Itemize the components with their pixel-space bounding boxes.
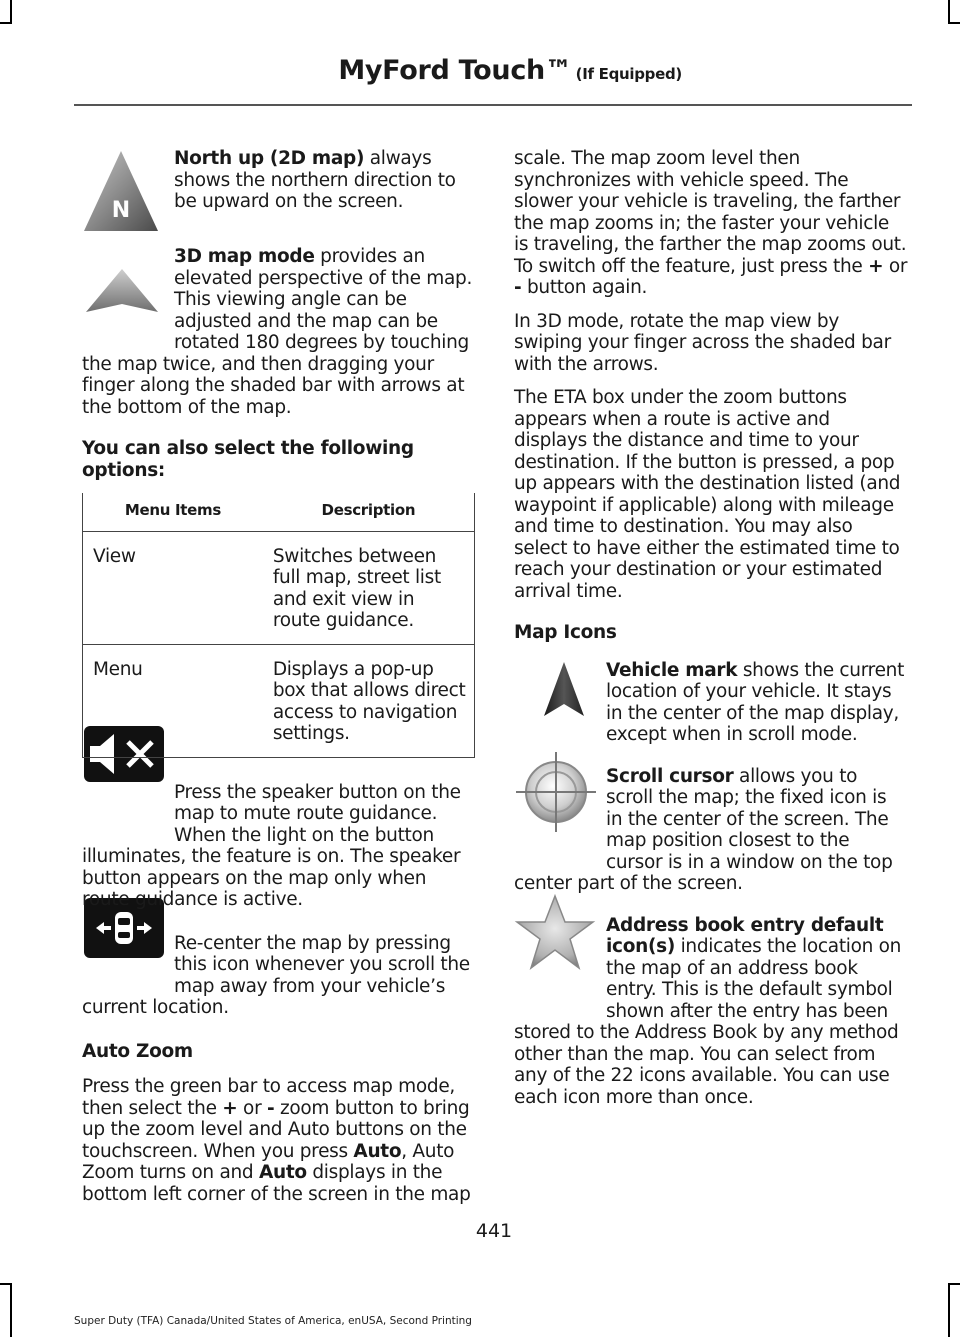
zoom-text: scale. The map zoom level then synchronizes with vehicle speed. The slower your vehicle is traveling, the farther the map zooms in; the faster your vehicle is traveling, the farther the map zooms out. To switch off the feature, just press the [514,148,907,277]
table-cell-description: Switches between full map, street list and exit view in route guidance. [263,531,475,644]
address-book-text: indicates the location on the map of an address book entry. This is the default symbol shown after the entry has been stored to the Address Book by any method other than the map. You can select from any of the 22 icons available. You can use each icon more than once. [514,936,902,1108]
plus-symbol: + [222,1097,238,1119]
3d-map-term: 3D map mode [174,246,315,267]
footer-text: Super Duty (TFA) Canada/United States of America, enUSA, Second Printing [74,1315,472,1327]
auto-zoom-text: Press the green bar to access map mode, then select the [82,1076,455,1119]
right-column [514,148,908,1118]
eta-paragraph: The ETA box under the zoom buttons appears when a route is active and displays the distance and time to your destination. If the button is pressed, a pop up appears with the destination listed (and waypoint if applicable) along with mileage and time to destination. You may also select to have either the estimated time to reach your destination or your estimated arrival time. [514,387,901,602]
3d-map-text: provides an elevated perspective of the map. This viewing angle can be adjusted and the map can be rotated 180 degrees by touching the map twice, and then dragging your finger along the shaded bar with arrows at the bottom of the map. [82,246,473,418]
header-rule [74,104,912,106]
crop-mark [10,1283,12,1337]
header-title-suffix: (If Equipped) [575,65,682,83]
page-number: 441 [475,1220,513,1242]
crop-mark [948,1283,950,1337]
table-cell-description: Displays a pop-up box that allows direct access to navigation settings. [263,644,475,757]
crop-mark [0,1283,12,1285]
north-letter: N [111,198,131,223]
address-book-term: Address book entry default icon(s) [606,914,884,957]
menu-items-table [82,493,475,758]
crop-mark [948,0,950,24]
minus-symbol: - [266,1097,275,1119]
north-up-term: North up (2D map) [174,148,365,169]
left-column [82,148,475,1215]
auto-zoom-paragraph [82,1076,475,1205]
north-up-paragraph [174,148,475,213]
minus-symbol: - [514,277,522,298]
crop-mark [10,0,12,24]
plus-symbol: + [868,255,884,277]
auto-term: Auto [353,1140,402,1162]
table-header-menu-items: Menu Items [83,493,263,531]
header-title-text: MyFord Touch™ [338,55,572,86]
auto-zoom-text: , Auto Zoom turns on and [82,1140,455,1183]
auto-zoom-continued-paragraph [514,148,908,299]
auto-zoom-text: zoom button to bring up the zoom level and Auto buttons on the touchscreen. When you press [82,1097,470,1162]
table-row [83,644,475,757]
crop-mark [948,22,960,24]
recenter-paragraph: Re-center the map by pressing this icon whenever you scroll the map away from your vehicle’s current location. [82,932,470,1018]
vehicle-mark-term: Vehicle mark [606,659,738,681]
auto-term: Auto [258,1162,307,1183]
vehicle-mark-text: shows the current location of your vehicle. It stays in the center of the map display, except when in scroll mode. [606,659,905,745]
zoom-text: or [883,255,908,277]
zoom-text: button again. [521,277,648,298]
options-heading: You can also select the following options: [82,438,414,481]
map-icons-heading: Map Icons [514,622,617,643]
table-cell-item: View [83,531,263,644]
page-header-title [338,55,682,86]
auto-zoom-text: or [237,1097,267,1119]
crop-mark [0,22,12,24]
scroll-cursor-text: allows you to scroll the map; the fixed icon is in the center of the screen. The map position closest to the cursor is in a window on the top center part of the screen. [514,765,893,894]
crop-mark [948,1283,960,1285]
scroll-cursor-term: Scroll cursor [606,765,734,787]
3d-rotate-paragraph: In 3D mode, rotate the map view by swiping your finger across the shaded bar with the arrows. [514,310,891,375]
mute-paragraph: Press the speaker button on the map to mute route guidance. When the light on the button illuminates, the feature is on. The speaker button appears on the map only when route guidance is active. [82,781,461,910]
table-cell-item: Menu [83,644,263,757]
north-up-text: always shows the northern direction to be upward on the screen. [174,148,456,212]
table-row [83,531,475,644]
table-header-description: Description [263,493,475,531]
auto-zoom-text: displays in the bottom left corner of the screen in the map [82,1162,471,1205]
auto-zoom-heading: Auto Zoom [82,1040,193,1062]
